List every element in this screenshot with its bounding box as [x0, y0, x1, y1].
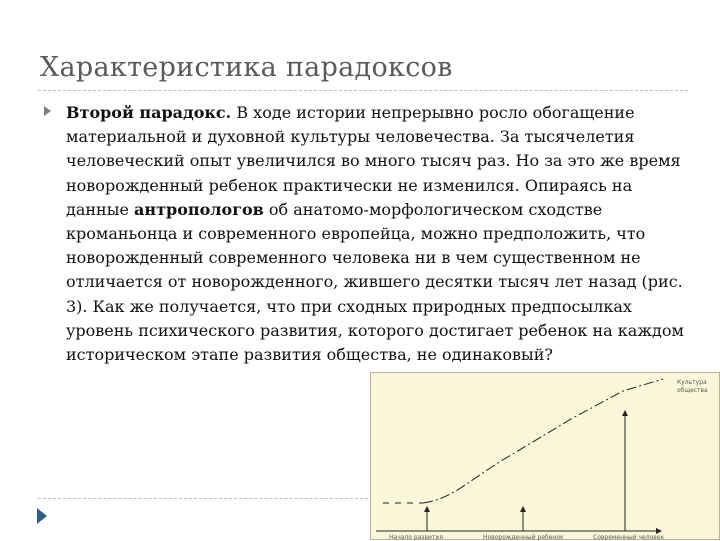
paradox-text-part2: об анатомо-морфологическом сходстве кроманьонца и современного европейца, можно предположить, что новорожденный современного человека ни в чем существенном не отличается от новорожденного, жившего десятки тысяч лет назад (рис. 3). Как же получается, что при сходных природных предпосылках уровень психического развития, которого достигает ребенок на каждом историческом этапе развития общества, не одинаковый? — [66, 199, 684, 365]
anthropologists-term: антропологов — [134, 199, 264, 219]
figure-label-start: Начало развития — [389, 534, 443, 541]
bullet-triangle-icon — [44, 106, 51, 116]
bottom-divider — [38, 498, 368, 499]
paradox-text-part1: В ходе истории непрерывно росло обогащение материальной и духовной культуры человечества. За тысячелетия человеческий опыт увеличился во много тысяч раз. Но за это же время новорожденный ребенок практически не изменился. Опираясь на данные — [66, 103, 681, 219]
figure-label-newborn: Новорожденный ребенок — [483, 534, 564, 541]
figure-caption-culture: Культура — [677, 379, 707, 386]
paradox-bold-lead: Второй парадокс. — [66, 103, 232, 122]
figure-label-modern: Современный человек — [593, 534, 665, 541]
paradox-paragraph — [66, 101, 698, 367]
figure-graph — [371, 373, 720, 541]
culture-growth-curve — [423, 379, 663, 503]
figure-culture-growth — [370, 372, 720, 540]
title-divider — [38, 90, 688, 91]
figure-caption-society: общества — [677, 387, 708, 394]
nav-next-arrow-icon[interactable] — [34, 506, 50, 526]
slide-title: Характеристика парадоксов — [40, 52, 453, 83]
